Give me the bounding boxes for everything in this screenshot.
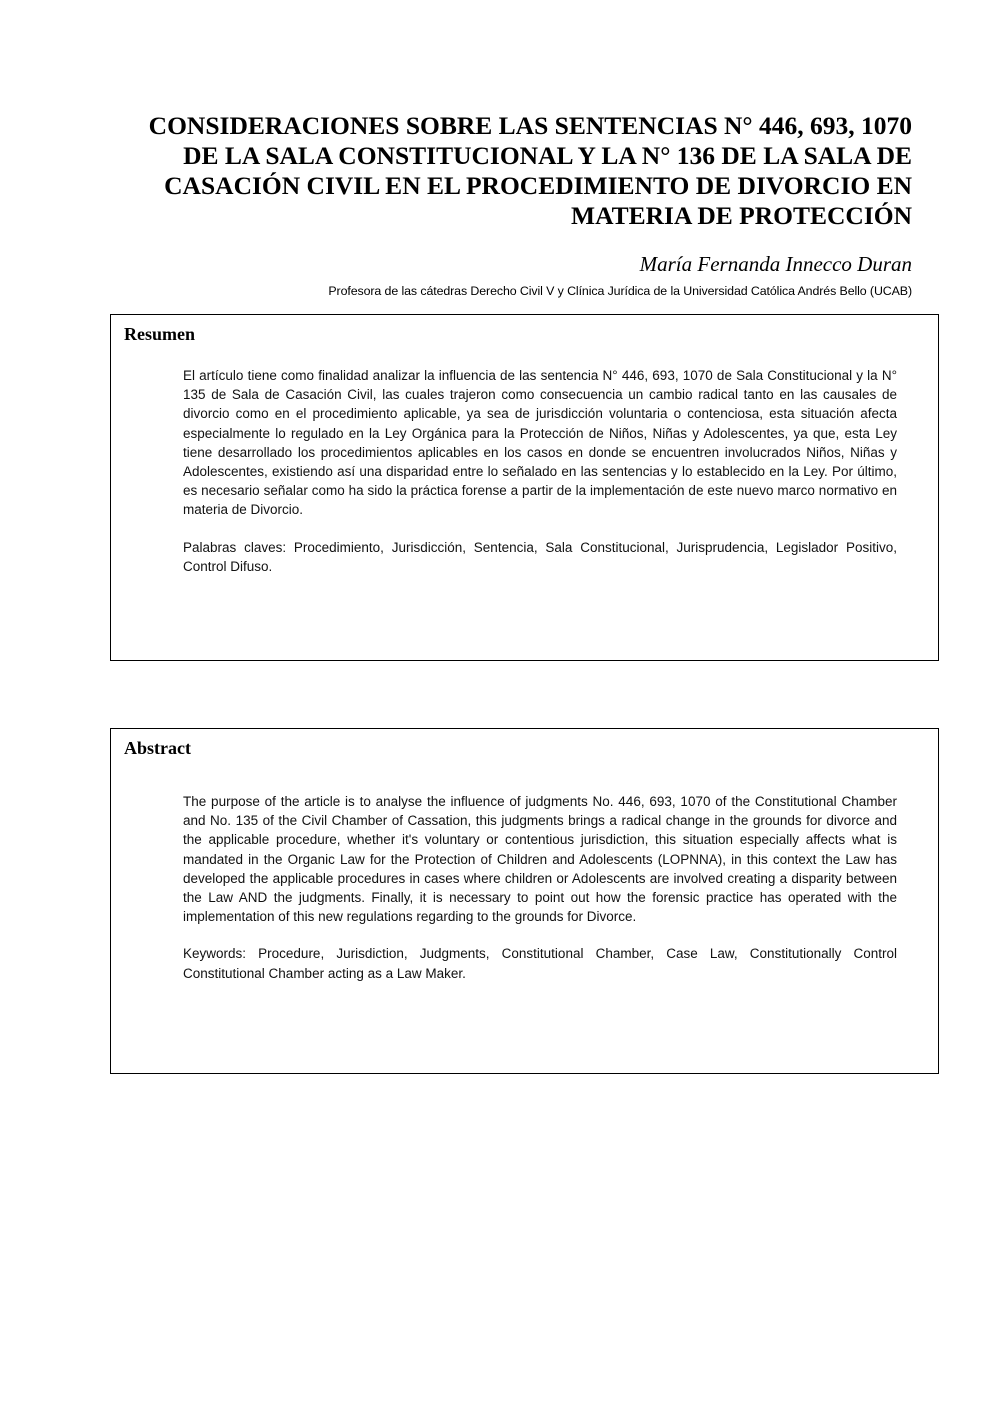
title-line: CONSIDERACIONES SOBRE LAS SENTENCIAS N° 446, 693, 1070 — [148, 111, 912, 141]
abstract-keywords: Keywords: Procedure, Jurisdiction, Judgments, Constitutional Chamber, Case Law, Constitutionally Control Constitutional Chamber acting as a Law Maker. — [183, 946, 897, 981]
paper-title — [100, 111, 912, 231]
resumen-text — [183, 366, 897, 576]
abstract-box — [110, 728, 939, 1074]
title-line: DE LA SALA CONSTITUCIONAL Y LA N° 136 DE LA SALA DE — [183, 141, 912, 171]
resumen-body: El artículo tiene como finalidad analizar la influencia de las sentencia N° 446, 693, 1070 de Sala Constitucional y la N° 135 de Sala de Casación Civil, las cuales trajeron como consecuencia un cambio radical tanto en las causales de divorcio como en el procedimiento aplicable, ya sea de jurisdicción voluntaria o contenciosa, esta situación afecta especialmente lo regulado en la Ley Orgánica para la Protección de Niños, Niñas y Adolescentes, ya que, esta Ley tiene desarrollado los procedimientos aplicables en los casos en donde se encuentren involucrados Niños, Niñas y Adolescentes, existiendo así una disparidad entre lo señalado en las sentencias y lo establecido en la Ley. Por último, es necesario señalar como ha sido la práctica forense a partir de la implementación de este nuevo marco normativo en materia de Divorcio. — [183, 368, 897, 518]
author-name: María Fernanda Innecco Duran — [639, 252, 912, 276]
abstract-text — [183, 792, 897, 983]
title-line: MATERIA DE PROTECCIÓN — [571, 201, 912, 231]
author-affiliation: Profesora de las cátedras Derecho Civil V y Clínica Jurídica de la Universidad Católica Andrés Bello (UCAB) — [328, 284, 912, 298]
resumen-box — [110, 314, 939, 661]
abstract-body: The purpose of the article is to analyse the influence of judgments No. 446, 693, 1070 of the Constitutional Chamber and No. 135 of the Civil Chamber of Cassation, this judgments brings a radical change in the grounds for divorce and the applicable procedure, whether it's voluntary or contentious jurisdiction, this situation especially affects what is mandated in the Organic Law for the Protection of Children and Adolescents (LOPNNA), in this context the Law has developed the applicable procedures in cases where children or Adolescents are involved creating a disparity between the Law AND the judgments. Finally, it is necessary to point out how the forensic practice has operated with the implementation of this new regulations regarding to the grounds for Divorce. — [183, 794, 897, 925]
abstract-heading: Abstract — [124, 738, 191, 758]
resumen-keywords: Palabras claves: Procedimiento, Jurisdicción, Sentencia, Sala Constitucional, Jurisprudencia, Legislador Positivo, Control Difuso. — [183, 539, 897, 574]
resumen-heading: Resumen — [124, 324, 195, 344]
title-line: CASACIÓN CIVIL EN EL PROCEDIMIENTO DE DIVORCIO EN — [164, 171, 912, 201]
